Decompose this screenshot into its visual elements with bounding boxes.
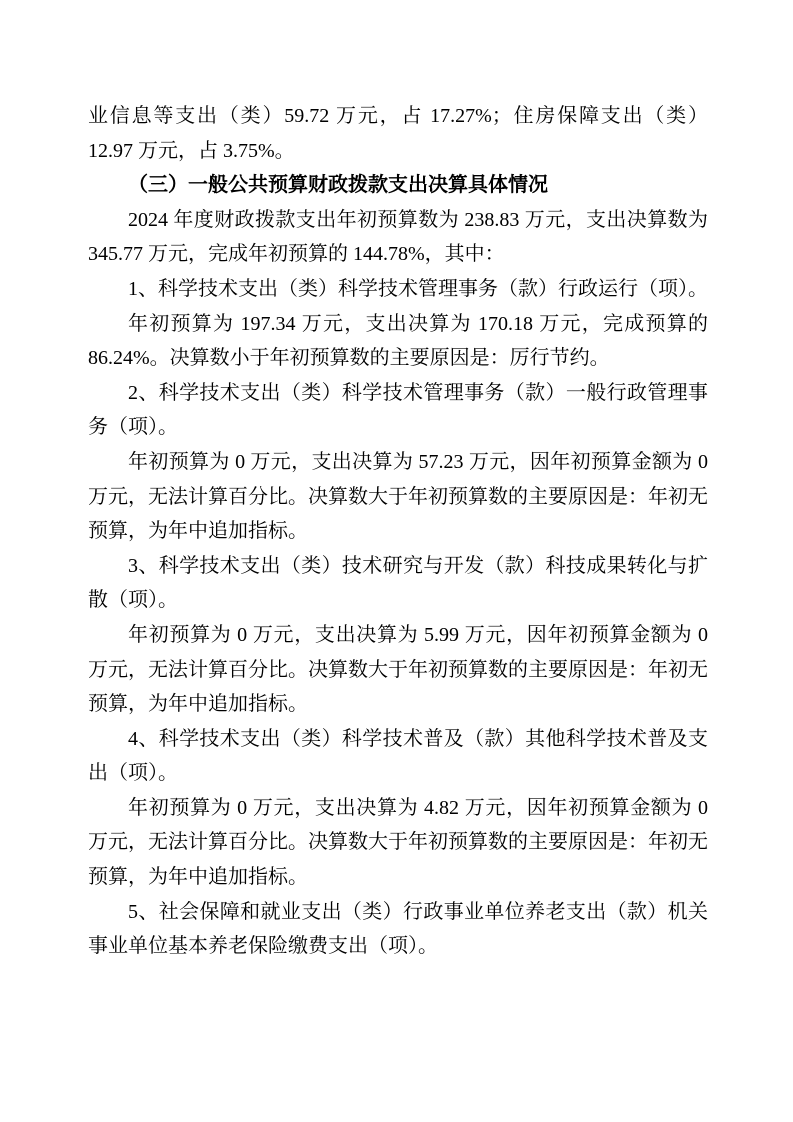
paragraph-item-4: 4、科学技术支出（类）科学技术普及（款）其他科学技术普及支出（项）。	[88, 727, 708, 785]
paragraph-item-1: 1、科学技术支出（类）科学技术管理事务（款）行政运行（项）。	[128, 277, 708, 300]
paragraph: 2024 年度财政拨款支出年初预算数为 238.83 万元，支出决算数为 345.77 万元，完成年初预算的 144.78%，其中：	[88, 208, 708, 266]
paragraph-item-5: 5、社会保障和就业支出（类）行政事业单位养老支出（款）机关事业单位基本养老保险缴费支出（项）。	[88, 900, 708, 958]
section-heading: （三）一般公共预算财政拨款支出决算具体情况	[128, 174, 548, 197]
paragraph-item-3: 3、科学技术支出（类）技术研究与开发（款）科技成果转化与扩散（项）。	[88, 554, 708, 612]
paragraph: 年初预算为 197.34 万元，支出决算为 170.18 万元，完成预算的 86.24%。决算数小于年初预算数的主要原因是：厉行节约。	[88, 312, 708, 370]
paragraph-item-2: 2、科学技术支出（类）科学技术管理事务（款）一般行政管理事务（项）。	[88, 381, 708, 439]
document-body	[88, 99, 708, 964]
paragraph-continuation: 业信息等支出（类）59.72 万元，占 17.27%；住房保障支出（类）12.97 万元，占 3.75%。	[88, 105, 708, 162]
paragraph: 年初预算为 0 万元，支出决算为 57.23 万元，因年初预算金额为 0 万元，无法计算百分比。决算数大于年初预算数的主要原因是：年初无预算，为年中追加指标。	[88, 450, 708, 543]
paragraph: 年初预算为 0 万元，支出决算为 5.99 万元，因年初预算金额为 0 万元，无法计算百分比。决算数大于年初预算数的主要原因是：年初无预算，为年中追加指标。	[88, 623, 708, 716]
paragraph: 年初预算为 0 万元，支出决算为 4.82 万元，因年初预算金额为 0 万元，无法计算百分比。决算数大于年初预算数的主要原因是：年初无预算，为年中追加指标。	[88, 796, 708, 889]
